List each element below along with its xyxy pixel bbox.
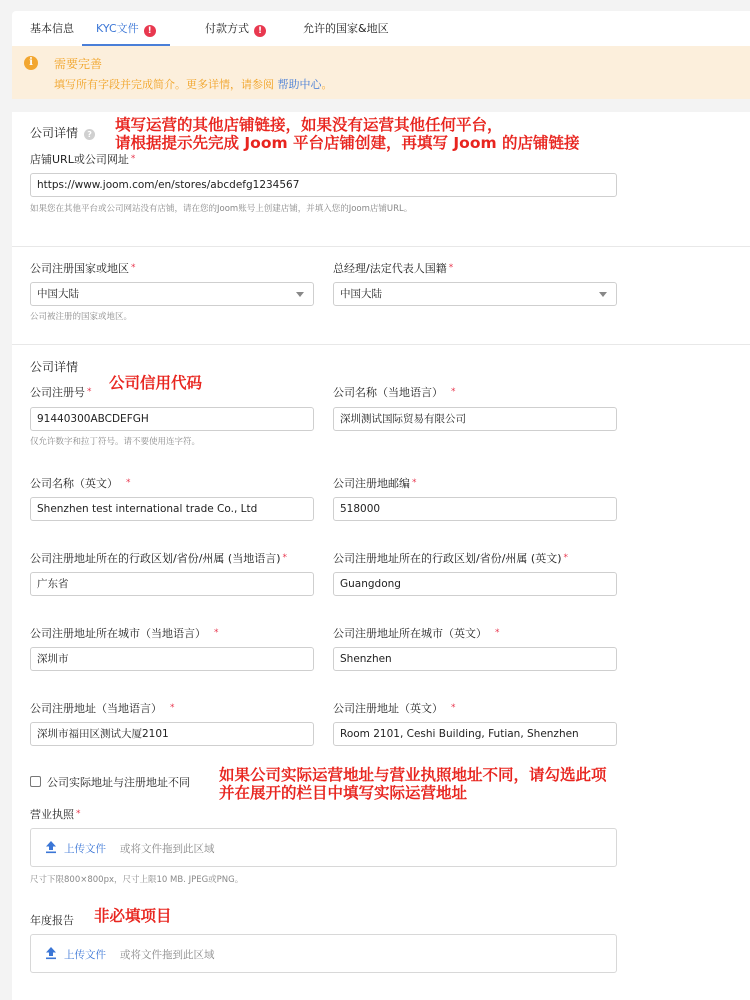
label-text: 总经理/法定代表人国籍: [333, 262, 447, 275]
province-en-input[interactable]: Guangdong: [333, 572, 617, 596]
postcode-label: [333, 475, 417, 491]
required-mark: *: [282, 553, 287, 563]
annotation-checkbox: [219, 766, 607, 802]
address-local-label: [30, 700, 175, 716]
company-form: [12, 112, 750, 1000]
annotation-line: 填写运营的其他店铺链接，如果没有运营其他任何平台，: [115, 116, 503, 134]
business-license-label: [30, 806, 81, 822]
warning-banner: [12, 46, 750, 99]
required-mark: *: [412, 478, 417, 488]
reg-number-hint: 仅允许数字和拉丁符号。请不要使用连字符。: [30, 437, 201, 447]
label-text: 公司注册地邮编: [333, 477, 410, 490]
required-mark: *: [170, 703, 175, 713]
chevron-down-icon: [599, 292, 607, 297]
warning-message: 填写所有字段并完成简介。更多详情，请参阅: [54, 78, 278, 91]
business-license-upload[interactable]: [30, 828, 617, 867]
address-en-input[interactable]: Room 2101, Ceshi Building, Futian, Shenzhen: [333, 722, 617, 746]
tab-bar: [12, 11, 750, 46]
required-mark: *: [451, 703, 456, 713]
required-mark: *: [131, 263, 136, 273]
name-local-label: [333, 384, 456, 400]
country-select[interactable]: [30, 282, 314, 306]
annotation-line: 并在展开的栏目中填写实际运营地址: [219, 784, 468, 802]
province-en-label: [333, 550, 568, 566]
info-icon: i: [24, 56, 38, 70]
checkbox-label: 公司实际地址与注册地址不同: [47, 776, 190, 789]
label-text: 公司注册号: [30, 386, 85, 399]
help-center-link[interactable]: 帮助中心: [277, 78, 322, 91]
required-mark: *: [126, 478, 131, 488]
tab-kyc-documents[interactable]: [96, 11, 156, 46]
city-local-input[interactable]: 深圳市: [30, 647, 314, 671]
city-local-label: [30, 625, 219, 641]
label-text: 营业执照: [30, 808, 74, 821]
label-text: 公司名称（英文）: [30, 477, 118, 490]
select-value: 中国大陆: [37, 288, 79, 300]
annotation-optional: 非必填项目: [94, 907, 172, 925]
annotation-line: 请根据提示先完成 Joom 平台店铺创建，再填写 Joom 的店铺链接: [115, 134, 580, 152]
label-text: 公司注册地址所在的行政区划/省份/州属 (英文): [333, 552, 562, 565]
required-mark: *: [563, 553, 568, 563]
alert-icon: !: [144, 25, 156, 37]
business-license-hint: 尺寸下限800×800px，尺寸上限10 MB. JPEG或PNG。: [30, 875, 244, 885]
country-hint: 公司被注册的国家或地区。: [30, 312, 133, 322]
required-mark: *: [76, 809, 81, 819]
name-en-label: [30, 475, 131, 491]
label-text: 公司注册地址所在的行政区划/省份/州属 (当地语言): [30, 552, 281, 565]
tab-label: 允许的国家&地区: [303, 22, 389, 35]
annotation-store-url: [115, 116, 580, 152]
required-mark: *: [448, 263, 454, 273]
drop-zone-text: 或将文件拖到此区域: [120, 949, 215, 961]
tab-allowed-countries[interactable]: [303, 11, 389, 46]
divider: [12, 344, 750, 345]
warning-text: [54, 76, 333, 92]
annotation-line: 如果公司实际运营地址与营业执照地址不同，请勾选此项: [219, 766, 607, 784]
required-mark: *: [214, 628, 219, 638]
warning-suffix: 。: [321, 78, 333, 91]
address-local-input[interactable]: 深圳市福田区测试大厦2101: [30, 722, 314, 746]
upload-icon: [45, 946, 57, 960]
divider: [12, 246, 750, 247]
label-text: 公司注册地址所在城市（当地语言）: [30, 627, 206, 640]
country-label: [30, 260, 136, 276]
label-text: 公司注册地址所在城市（英文）: [333, 627, 487, 640]
nationality-label: [333, 260, 453, 276]
city-en-label: [333, 625, 500, 641]
name-en-input[interactable]: Shenzhen test international trade Co., Ltd: [30, 497, 314, 521]
name-local-input[interactable]: 深圳测试国际贸易有限公司: [333, 407, 617, 431]
section-title: 公司详情: [30, 360, 79, 374]
address-en-label: [333, 700, 456, 716]
annual-report-upload[interactable]: [30, 934, 617, 973]
tab-label: 付款方式: [205, 22, 249, 35]
label-text: 公司注册地址（英文）: [333, 702, 443, 715]
tab-payment-methods[interactable]: [205, 11, 266, 46]
reg-number-input[interactable]: 91440300ABCDEFGH: [30, 407, 314, 431]
help-icon[interactable]: ?: [84, 129, 95, 140]
nationality-select[interactable]: [333, 282, 617, 306]
reg-number-label: [30, 384, 92, 400]
annual-report-label: 年度报告: [30, 914, 74, 927]
required-mark: *: [451, 387, 456, 397]
required-mark: *: [495, 628, 500, 638]
label-text: 公司名称（当地语言）: [333, 386, 443, 399]
label-text: 公司注册地址（当地语言）: [30, 702, 162, 715]
required-mark: *: [130, 154, 136, 164]
chevron-down-icon: [296, 292, 304, 297]
checkbox-icon[interactable]: [30, 776, 41, 787]
section-title-text: 公司详情: [30, 126, 79, 140]
alert-icon: !: [254, 25, 266, 37]
required-mark: *: [87, 387, 92, 397]
label-text: 店铺URL或公司网址: [30, 153, 129, 166]
tab-basic-info[interactable]: [30, 11, 74, 46]
section-title: [30, 124, 95, 141]
postcode-input[interactable]: 518000: [333, 497, 617, 521]
province-local-label: [30, 550, 287, 566]
tab-label: 基本信息: [30, 22, 74, 35]
annotation-credit-code: 公司信用代码: [109, 374, 203, 392]
upload-file-link[interactable]: 上传文件: [64, 949, 106, 961]
province-local-input[interactable]: 广东省: [30, 572, 314, 596]
store-url-label: [30, 151, 135, 167]
upload-file-link[interactable]: 上传文件: [64, 843, 106, 855]
select-value: 中国大陆: [340, 288, 382, 300]
store-url-input[interactable]: https://www.joom.com/en/stores/abcdefg1234567: [30, 173, 617, 197]
store-url-hint: 如果您在其他平台或公司网站没有店铺，请在您的Joom账号上创建店铺，并填入您的Joom店铺URL。: [30, 204, 413, 214]
warning-title: 需要完善: [54, 57, 103, 71]
drop-zone-text: 或将文件拖到此区域: [120, 843, 215, 855]
label-text: 公司注册国家或地区: [30, 262, 129, 275]
upload-icon: [45, 840, 57, 854]
different-address-checkbox[interactable]: [30, 774, 190, 790]
tab-label: KYC文件: [96, 22, 139, 35]
city-en-input[interactable]: Shenzhen: [333, 647, 617, 671]
